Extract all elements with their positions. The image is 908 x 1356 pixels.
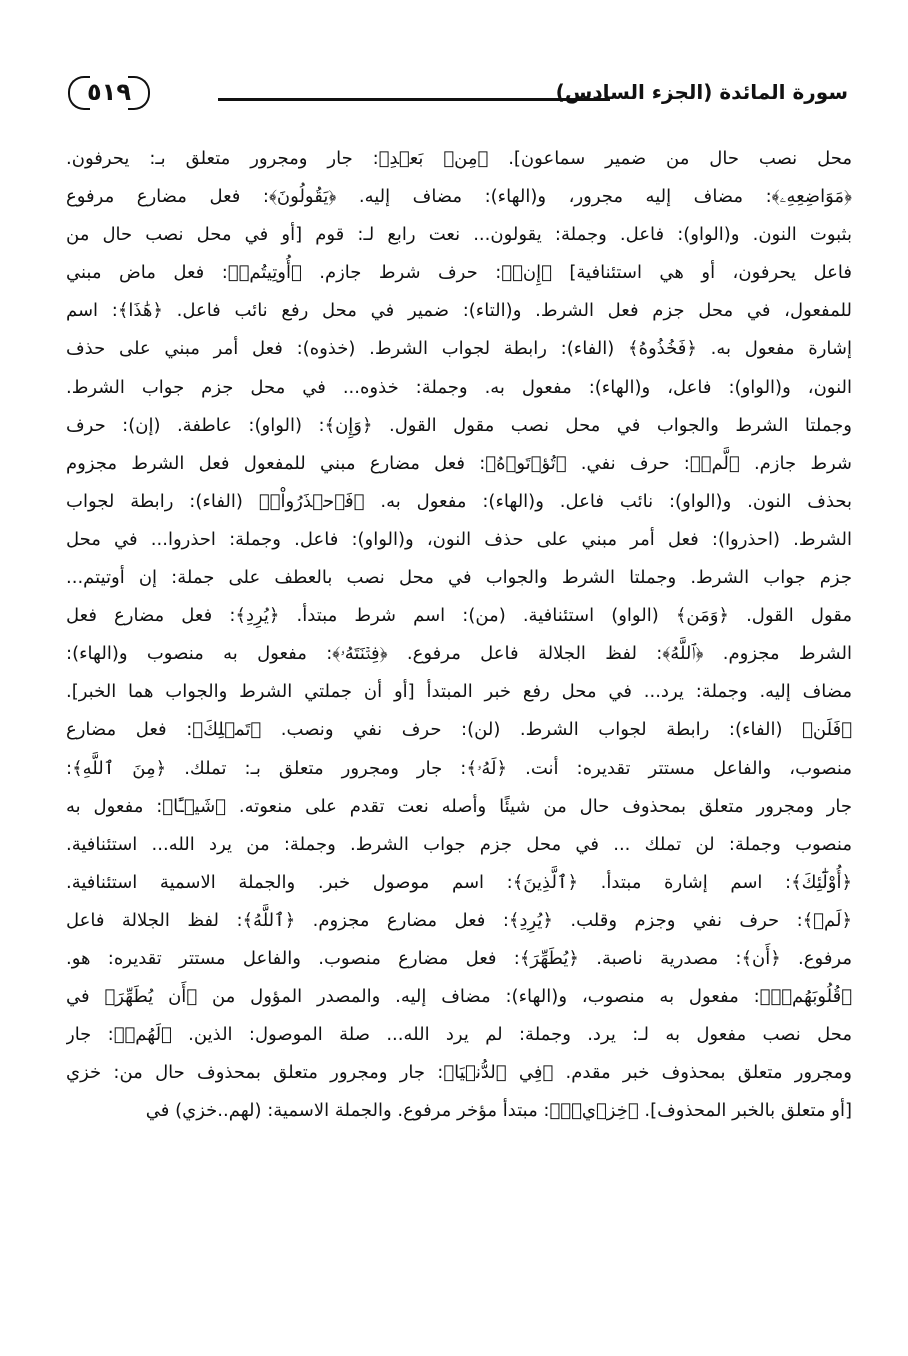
text-line: ومجرور متعلق بمحذوف خبر مقدم. ﴿فِي ٱلدُّنۡيَا﴾: جار ومجرور متعلق بمحذوف حال من: خزي: [66, 1062, 852, 1084]
text-line: الشرط مجزوم. ﴿ٱللَّهُ﴾: لفظ الجلالة فاعل مرفوع. ﴿فِتۡنَتَهُۥ﴾: مفعول به منصوب و(الهاء):: [66, 643, 852, 665]
text-line: بحذف النون. و(الواو): نائب فاعل. و(الهاء): مفعول به. ﴿فَٱحۡذَرُواْۚ﴾ (الفاء): رابطة لجواب: [66, 490, 852, 512]
running-title: سورة المائدة (الجزء السادس): [555, 80, 848, 104]
text-line: ﴿فَلَن﴾ (الفاء): رابطة لجواب الشرط. (لن): حرف نفي ونصب. ﴿تَمۡلِكَ﴾: فعل مضارع: [66, 719, 852, 741]
text-line: الشرط. (احذروا): فعل أمر مبني على حذف النون، و(الواو): فاعل. وجملة: احذروا... في محل: [66, 528, 852, 550]
text-line: إشارة مفعول به. ﴿فَخُذُوهُ﴾ (الفاء): رابطة لجواب الشرط. (خذوه): فعل أمر مبني على حذف: [66, 338, 852, 360]
text-line: للمفعول، في محل جزم فعل الشرط. و(التاء): ضمير في محل رفع نائب فاعل. ﴿هَٰذَا﴾: اسم: [66, 300, 852, 322]
text-line: مقول القول. ﴿وَمَن﴾ (الواو) استئنافية. (من): اسم شرط مبتدأ. ﴿يُرِدِ﴾: فعل مضارع فعل: [66, 605, 852, 627]
text-line: جزم جواب الشرط. وجملتا الشرط والجواب في محل نصب بالعطف على جملة: إن أوتيتم...: [66, 567, 852, 589]
text-line: وجملتا الشرط والجواب في محل نصب مقول القول. ﴿وَإِن﴾: (الواو): عاطفة. (إن): حرف: [66, 414, 852, 436]
page-header: [68, 68, 848, 120]
text-line: منصوب وجملة: لن تملك ... في محل جزم جواب الشرط. وجملة: من يرد الله... استئنافية.: [66, 833, 852, 855]
text-line: جار ومجرور متعلق بمحذوف حال من شيئًا وأصله نعت تقدم على منعوته. ﴿شَيۡـًٔا﴾: مفعول به: [66, 795, 852, 817]
text-line: ﴿قُلُوبَهُمۡۚ﴾: مفعول به منصوب، و(الهاء): مضاف إليه. والمصدر المؤول من ﴿أَن يُطَهِّرَ﴾ في: [66, 986, 852, 1008]
page-number: ٥١٩: [68, 72, 150, 112]
text-line: ﴿لَمۡ﴾: حرف نفي وجزم وقلب. ﴿يُرِدِ﴾: فعل مضارع مجزوم. ﴿ٱللَّهُ﴾: لفظ الجلالة فاعل: [66, 909, 852, 931]
text-line: بثبوت النون. و(الواو): فاعل. وجملة: يقولون... نعت رابع لـ: قوم [أو في محل نصب حال من: [66, 224, 852, 246]
text-line: ﴿أُوْلَٰٓئِكَ﴾: اسم إشارة مبتدأ. ﴿ٱلَّذِينَ﴾: اسم موصول خبر. والجملة الاسمية استئنافية.: [66, 871, 852, 893]
text-line: النون، و(الواو): فاعل، و(الهاء): مفعول به. وجملة: خذوه... في محل جزم جواب الشرط.: [66, 376, 852, 398]
text-line: ﴿مَوَاضِعِهِۦ﴾: مضاف إليه مجرور، و(الهاء): مضاف إليه. ﴿يَقُولُونَ﴾: فعل مضارع مرفوع: [66, 186, 852, 208]
text-line: [أو متعلق بالخبر المحذوف]. ﴿خِزۡيٞۖ﴾: مبتدأ مؤخر مرفوع. والجملة الاسمية: (لهم..خزي) في: [145, 1100, 852, 1122]
text-line: فاعل يحرفون، أو هي استئنافية] ﴿إِنۡ﴾: حرف شرط جازم. ﴿أُوتِيتُمۡ﴾: فعل ماض مبني: [66, 262, 852, 284]
text-line: محل نصب مفعول به لـ: يرد. وجملة: لم يرد الله... صلة الموصول: الذين. ﴿لَهُمۡ﴾: جار: [66, 1024, 852, 1046]
text-line: شرط جازم. ﴿لَّمۡ﴾: حرف نفي. ﴿تُؤۡتَوۡهُ﴾: فعل مضارع مبني للمفعول فعل الشرط مجزوم: [66, 452, 852, 474]
text-line: مضاف إليه. وجملة: يرد... في محل رفع خبر المبتدأ [أو أن جملتي الشرط والجواب هما الخبر].: [66, 681, 852, 703]
text-line: منصوب، والفاعل مستتر تقديره: أنت. ﴿لَهُۥ﴾: جار ومجرور متعلق بـ: تملك. ﴿مِنَ ٱللَّهِ﴾:: [66, 757, 852, 779]
header-rule: [218, 98, 610, 101]
text-line: محل نصب حال من ضمير سماعون]. ﴿مِنۢ بَعۡدِ﴾: جار ومجرور متعلق بـ: يحرفون.: [66, 148, 852, 169]
text-line: مرفوع. ﴿أَن﴾: مصدرية ناصبة. ﴿يُطَهِّرَ﴾: فعل مضارع منصوب. والفاعل مستتر تقديره: هو.: [66, 947, 852, 969]
body-text: [66, 140, 852, 1130]
